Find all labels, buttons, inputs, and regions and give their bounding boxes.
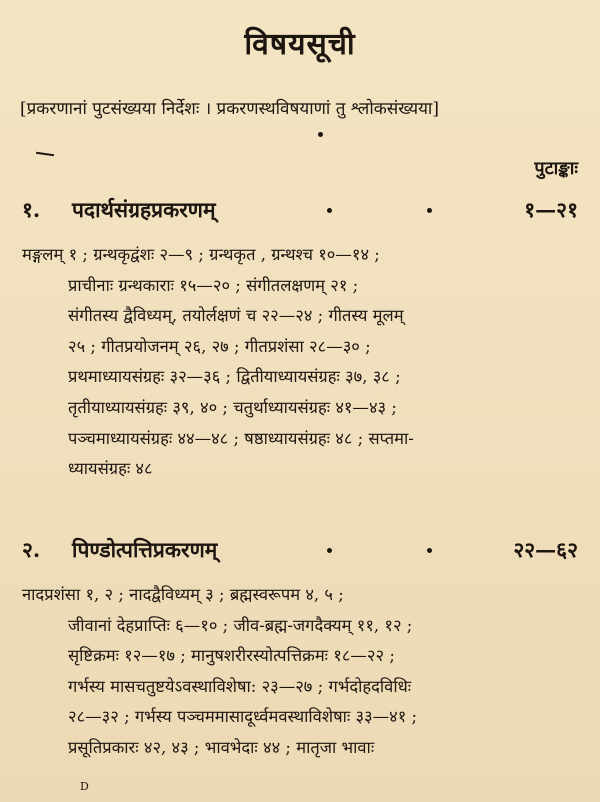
decorative-dash — [36, 152, 54, 156]
leader-dot — [427, 208, 432, 213]
section-contents — [0, 240, 600, 485]
page-title: विषयसूची — [244, 27, 356, 62]
section-contents — [0, 580, 600, 764]
content-line: जीवानां देहप्राप्तिः ६—१० ; जीव-ब्रह्म-जगदैक्यम् ११, १२ ; — [68, 615, 413, 635]
content-line: प्राचीनाः ग्रन्थकाराः १५—२० ; संगीतलक्षणम् २१ ; — [68, 275, 359, 295]
section-page-range: २२—६२ — [513, 537, 578, 562]
content-line: ध्यायसंग्रहः ४८ — [68, 459, 153, 479]
index-note: [प्रकरणानां पुटसंख्यया निर्देशः । प्रकरणस्थविषयाणां तु श्लोकसंख्यया] — [20, 99, 439, 119]
leader-dot — [427, 548, 432, 553]
content-line: संगीतस्य द्वैविध्यम्, तयोर्लक्षणं च २२—२४ ; गीतस्य मूलम् — [68, 306, 404, 326]
content-line: प्रथमाध्यायसंग्रहः ३२—३६ ; द्वितीयाध्यायसंग्रहः ३७, ३८ ; — [68, 367, 401, 387]
content-line: २५ ; गीतप्रयोजनम् २६, २७ ; गीतप्रशंसा २८—३० ; — [68, 336, 371, 356]
decorative-dot — [318, 132, 323, 137]
leader-dot — [327, 548, 332, 553]
page-numbers-label: पुटाङ्काः — [534, 158, 578, 179]
section-title: पिण्डोत्पत्तिप्रकरणम् — [72, 537, 218, 562]
content-line: गर्भस्य मासचतुष्टयेऽवस्थाविशेषा: २३—२७ ; गर्भदोहदविधिः — [68, 676, 412, 696]
content-line: २८—३२ ; गर्भस्य पञ्चममासादूर्ध्वमवस्थाविशेषाः ३३—४१ ; — [68, 707, 418, 727]
section-number: १. — [22, 197, 41, 222]
section-heading — [22, 196, 578, 226]
signature-mark: D — [80, 780, 89, 793]
content-line: प्रसूतिप्रकारः ४२, ४३ ; भावभेदाः ४४ ; मातृजा भावाः — [68, 737, 375, 757]
content-line: सृष्टिक्रमः १२—१७ ; मानुषशरीरस्योत्पत्तिक्रमः १८—२२ ; — [68, 646, 395, 666]
content-line: तृतीयाध्यायसंग्रहः ३९, ४० ; चतुर्थाध्यायसंग्रहः ४१—४३ ; — [68, 397, 397, 417]
section-title: पदार्थसंग्रहप्रकरणम् — [72, 197, 216, 222]
content-line: मङ्गलम् १ ; ग्रन्थकृद्वंशः २—९ ; ग्रन्थकृत , ग्रन्थश्च १०—१४ ; — [22, 245, 380, 264]
content-line: नादप्रशंसा १, २ ; नादद्वैविध्यम् ३ ; ब्रह्मस्वरूपम ४, ५ ; — [22, 585, 344, 604]
section-number: २. — [22, 537, 41, 562]
leader-dot — [327, 208, 332, 213]
section-page-range: १—२१ — [524, 197, 578, 222]
section-heading — [22, 536, 578, 566]
content-line: पञ्चमाध्यायसंग्रहः ४४—४८ ; षष्ठाध्यायसंग्रहः ४८ ; सप्तमा- — [68, 428, 414, 448]
